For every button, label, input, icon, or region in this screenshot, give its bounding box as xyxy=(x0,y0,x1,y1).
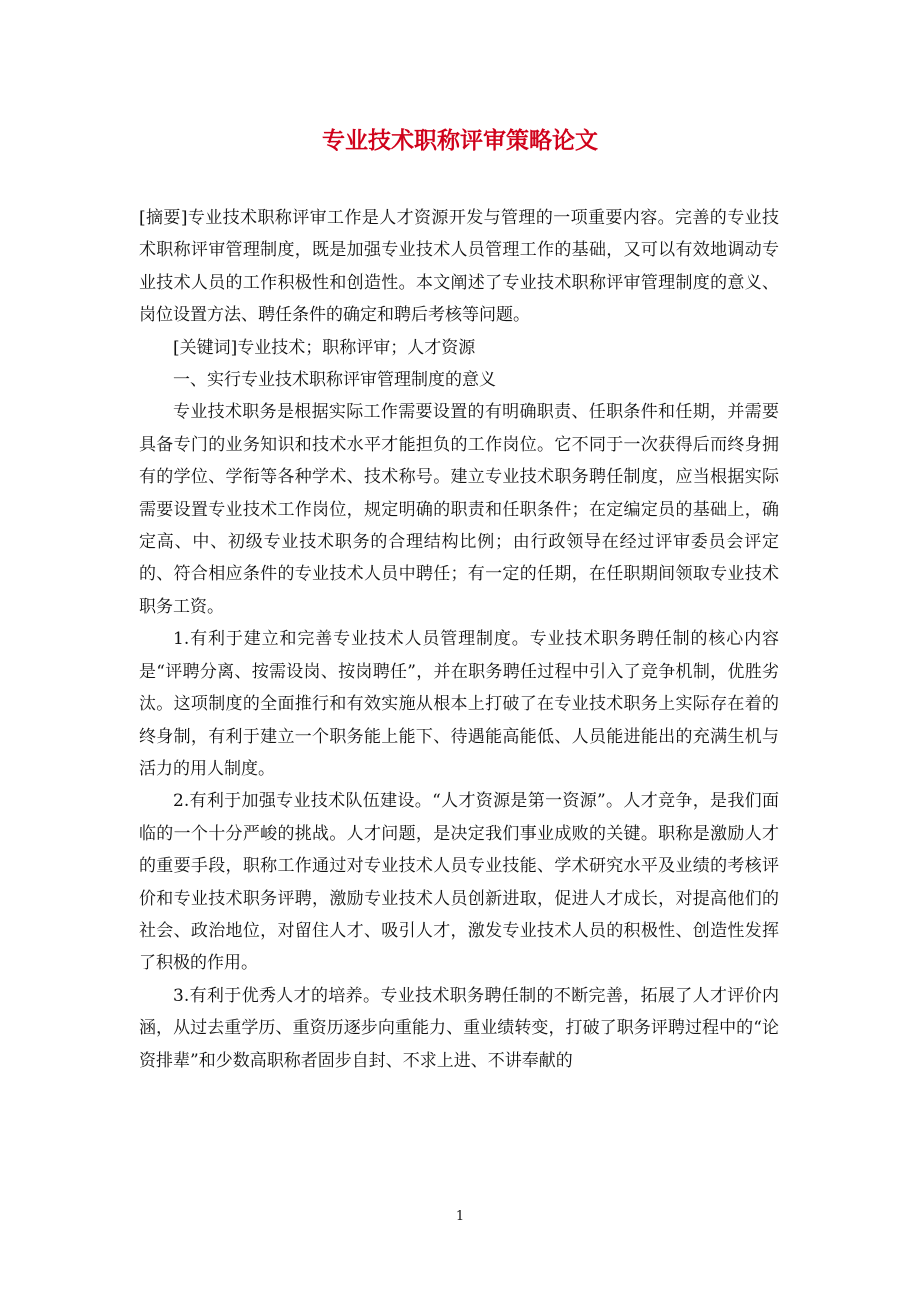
document-body xyxy=(139,202,779,1077)
body-paragraph: 3.有利于优秀人才的培养。专业技术职务聘任制的不断完善，拓展了人才评价内涵，从过去重学历、重资历逐步向重能力、重业绩转变，打破了职务评聘过程中的“论资排辈”和少数高职称者固步自封、不求上进、不讲奉献的 xyxy=(139,985,779,1071)
abstract-paragraph: [摘要]专业技术职称评审工作是人才资源开发与管理的一项重要内容。完善的专业技术职称评审管理制度，既是加强专业技术人员管理工作的基础，又可以有效地调动专业技术人员的工作积极性和创造性。本文阐述了专业技术职称评审管理制度的意义、岗位设置方法、聘任条件的确定和聘后考核等问题。 xyxy=(139,208,779,326)
page-number: 1 xyxy=(455,1209,465,1224)
section-heading: 一、实行专业技术职称评审管理制度的意义 xyxy=(173,370,496,391)
body-paragraph: 2.有利于加强专业技术队伍建设。“人才资源是第一资源”。人才竞争，是我们面临的一个十分严峻的挑战。人才问题，是决定我们事业成败的关键。职称是激励人才的重要手段，职称工作通过对专业技术人员专业技能、学术研究水平及业绩的考核评价和专业技术职务评聘，激励专业技术人员创新进取，促进人才成长，对提高他们的社会、政治地位，对留住人才、吸引人才，激发专业技术人员的积极性、创造性发挥了积极的作用。 xyxy=(139,791,779,974)
keywords-paragraph: [关键词]专业技术；职称评审；人才资源 xyxy=(173,337,476,358)
body-paragraph: 1.有利于建立和完善专业技术人员管理制度。专业技术职务聘任制的核心内容是“评聘分离、按需设岗、按岗聘任”，并在职务聘任过程中引入了竞争机制，优胜劣汰。这项制度的全面推行和有效实施从根本上打破了在专业技术职务上实际存在着的终身制，有利于建立一个职务能上能下、待遇能高能低、人员能进能出的充满生机与活力的用人制度。 xyxy=(139,629,779,779)
body-paragraph: 专业技术职务是根据实际工作需要设置的有明确职责、任职条件和任期，并需要具备专门的业务知识和技术水平才能担负的工作岗位。它不同于一次获得后而终身拥有的学位、学衔等各种学术、技术称号。建立专业技术职务聘任制度，应当根据实际需要设置专业技术工作岗位，规定明确的职责和任职条件；在定编定员的基础上，确定高、中、初级专业技术职务的合理结构比例；由行政领导在经过评审委员会评定的、符合相应条件的专业技术人员中聘任；有一定的任期，在任职期间领取专业技术职务工资。 xyxy=(139,402,779,617)
document-title: 专业技术职称评审策略论文 xyxy=(322,128,598,154)
